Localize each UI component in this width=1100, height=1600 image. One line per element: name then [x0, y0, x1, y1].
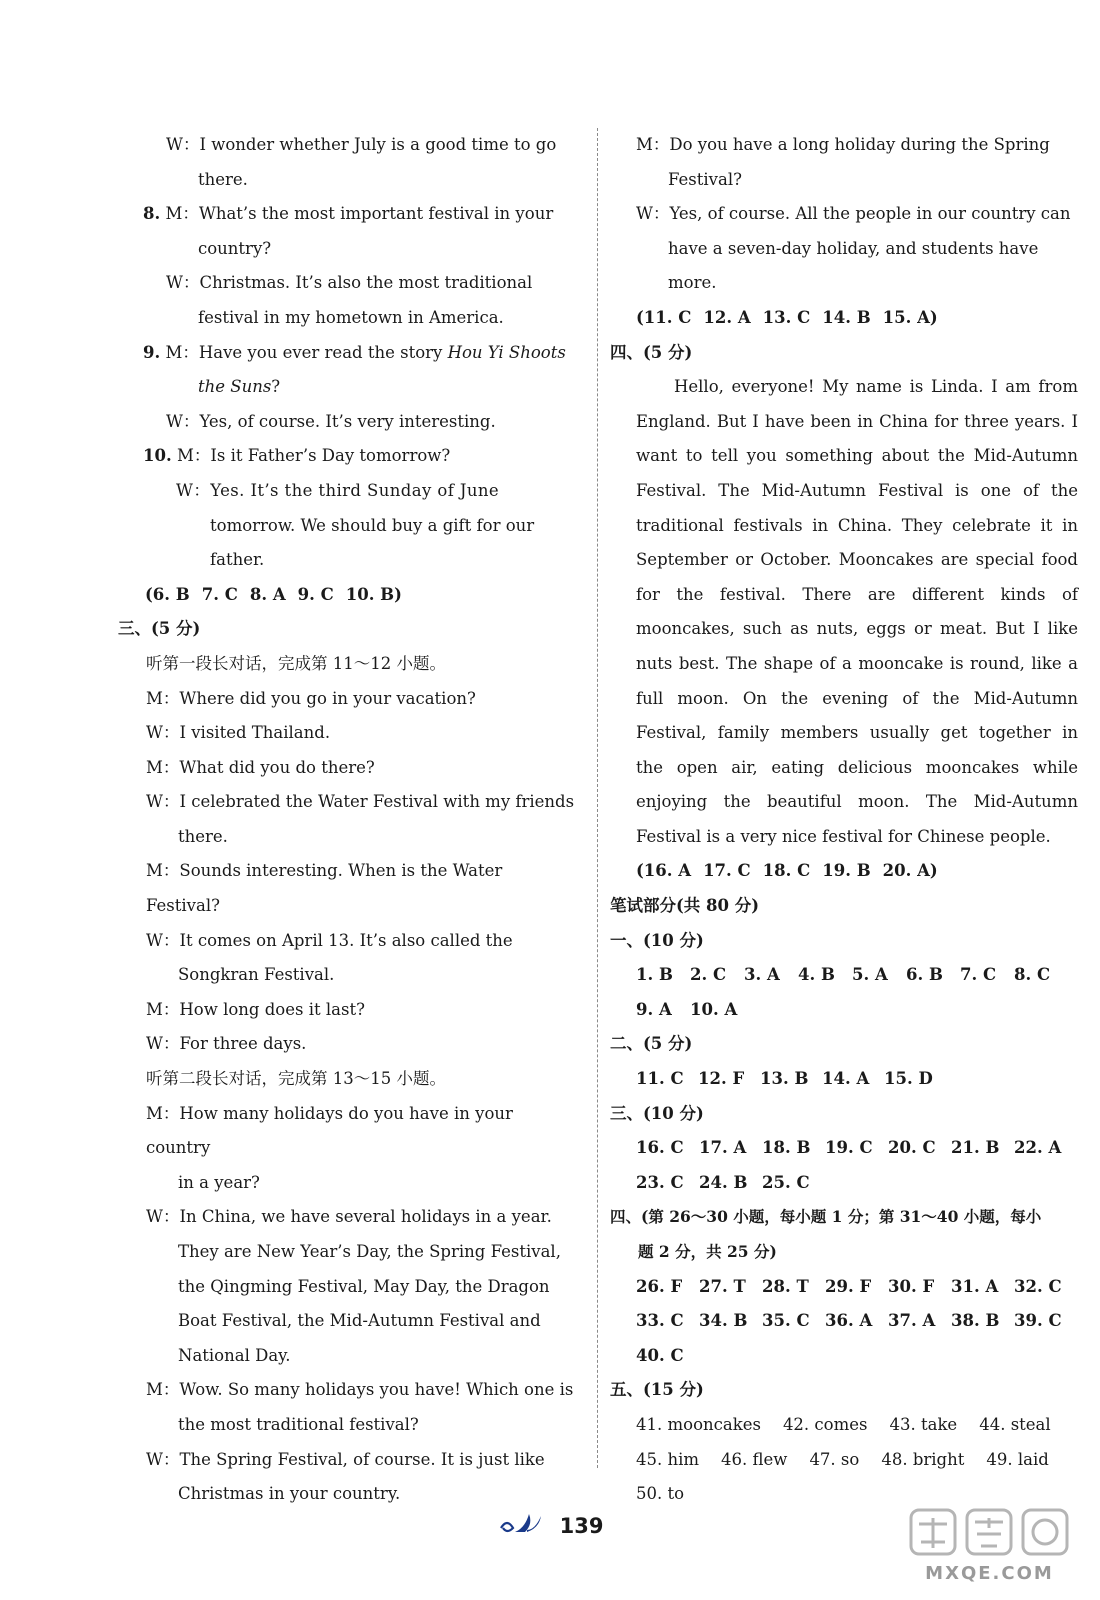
- answer-item: 30. F: [888, 1276, 935, 1296]
- passage-line: September or October. Mooncakes are special food: [636, 550, 1078, 570]
- answer-item: 13. C: [762, 307, 811, 327]
- written-3-row-2: [618, 1166, 1078, 1201]
- q9-story-title: Hou Yi Shoots: [447, 342, 566, 362]
- dialogue-line: M：How many holidays do you have in your country: [146, 1103, 513, 1158]
- answer-item: 29. F: [825, 1276, 872, 1296]
- passage-line: Hello, everyone! My name is Linda. I am from: [674, 377, 1078, 397]
- q10-woman-cont1: tomorrow. We should buy a gift for our: [210, 515, 535, 535]
- answer-item: 46. flew: [721, 1449, 788, 1469]
- q8-woman: W：Christmas. It’s also the most traditional: [166, 273, 533, 293]
- q8-man-text: M：What’s the most important festival in your: [165, 204, 554, 224]
- answer-item: (11. C: [636, 307, 692, 327]
- answer-item: 9. C: [297, 584, 334, 604]
- dialogue-1: [118, 682, 580, 1063]
- answer-item: 20. A): [882, 861, 938, 881]
- passage-line: enjoying the beautiful moon. The Mid-Autumn: [636, 792, 1078, 812]
- written-3-row-1: [618, 1131, 1078, 1166]
- answer-item: 17. A: [699, 1138, 747, 1158]
- q10-man-text: M：Is it Father’s Day tomorrow?: [176, 446, 451, 466]
- dialogue-line-cont: They are New Year’s Day, the Spring Festival,: [178, 1242, 561, 1261]
- answer-item: 24. B: [699, 1172, 748, 1192]
- left-column: [118, 128, 580, 1512]
- answer-item: 41. mooncakes: [636, 1414, 761, 1434]
- answer-item: 50. to: [636, 1484, 685, 1504]
- passage-line: Festival. The Mid-Autumn Festival is one of the: [636, 480, 1078, 500]
- passage-line: want to tell you something about the Mid-Autumn: [636, 446, 1078, 466]
- dialogue-2-intro: 听第二段长对话，完成第 13～15 小题。: [146, 1069, 446, 1089]
- written-4-row-1: [618, 1270, 1078, 1305]
- dialogue-line: M：Sounds interesting. When is the Water Festival?: [146, 861, 503, 916]
- answer-item: 32. C: [1014, 1276, 1062, 1296]
- dialogue-line: W：In China, we have several holidays in a year.: [146, 1207, 552, 1227]
- dialogue-line: M：Do you have a long holiday during the Spring: [636, 135, 1050, 154]
- written-part-title: 笔试部分(共 80 分): [610, 896, 760, 916]
- right-column: [610, 128, 1078, 1512]
- answer-item: 42. comes: [782, 1414, 868, 1434]
- answer-item: 19. B: [822, 861, 871, 881]
- dialogue-line: M：What did you do there?: [146, 757, 375, 777]
- dialogue-line-cont: National Day.: [178, 1345, 291, 1365]
- dialogue-line: W：It comes on April 13. It’s also called the: [146, 930, 513, 950]
- dialogue-2: [118, 1097, 580, 1512]
- written-1-row-2: [618, 993, 1078, 1028]
- section-3-title: 三、(5 分): [118, 619, 201, 639]
- answer-item: 26. F: [636, 1276, 683, 1296]
- dialogue-2-continued: [618, 128, 1078, 301]
- answer-item: 25. C: [762, 1172, 810, 1192]
- passage-line: mooncakes, such as nuts, eggs or meat. But I like: [636, 619, 1078, 639]
- answer-item: 14. A: [822, 1069, 870, 1089]
- answers-16-20: [618, 854, 1078, 889]
- q8-man-cont: country?: [198, 238, 272, 258]
- answers-6-10: [118, 578, 580, 613]
- q9-man-cont: [118, 370, 580, 405]
- dialogue-line-cont: Festival?: [668, 169, 742, 189]
- written-section-5-title: 五、(15 分): [610, 1380, 704, 1400]
- answer-item: 12. F: [698, 1069, 745, 1089]
- answer-item: 8. C: [1014, 965, 1051, 985]
- q8-woman-cont: festival in my hometown in America.: [198, 307, 504, 327]
- q10-woman-cont2: father.: [210, 550, 265, 570]
- q9-question-mark: ?: [271, 377, 281, 397]
- answer-item: 10. B): [345, 584, 402, 604]
- watermark-text: MXQE.COM: [925, 1563, 1054, 1584]
- answer-item: 20. C: [888, 1138, 936, 1158]
- q7-woman-line-cont: there.: [198, 169, 248, 189]
- answer-item: 15. D: [884, 1069, 933, 1089]
- q9-man-text: M：Have you ever read the story: [165, 342, 448, 362]
- answer-item: 19. C: [825, 1138, 873, 1158]
- written-section-4-title-cont: 题 2 分，共 25 分): [638, 1242, 777, 1261]
- answer-item: 4. B: [798, 965, 835, 985]
- answer-item: 7. C: [960, 965, 997, 985]
- passage-line: the open air, eating delicious mooncakes while: [636, 757, 1078, 777]
- answer-item: 13. B: [760, 1069, 809, 1089]
- dialogue-line-cont: Boat Festival, the Mid-Autumn Festival and: [178, 1311, 541, 1331]
- dialogue-line: W：For three days.: [146, 1034, 307, 1054]
- answer-item: 45. him: [636, 1449, 700, 1469]
- dialogue-line: M：Wow. So many holidays you have! Which one is: [146, 1380, 574, 1400]
- written-5-row-1: [618, 1408, 1078, 1443]
- dialogue-line: W：The Spring Festival, of course. It is just like: [146, 1449, 545, 1469]
- answer-item: 49. laid: [986, 1449, 1049, 1469]
- q8-man: [118, 197, 580, 232]
- answer-item: 31. A: [951, 1276, 999, 1296]
- written-section-3-title: 三、(10 分): [610, 1103, 704, 1123]
- answer-item: 10. A: [690, 999, 738, 1019]
- dialogue-line-cont: Songkran Festival.: [178, 965, 335, 985]
- written-section-4-title: 四、(第 26～30 小题，每小题 1 分；第 31～40 小题，每小: [610, 1207, 1042, 1227]
- watermark: [907, 1504, 1072, 1584]
- passage-line: nuts best. The shape of a mooncake is round, like a: [636, 653, 1078, 673]
- dialogue-line-cont: the Qingming Festival, May Day, the Dragon: [178, 1276, 550, 1296]
- q9-number: 9.: [143, 342, 161, 362]
- answer-item: 17. C: [703, 861, 751, 881]
- answer-item: 16. C: [636, 1138, 684, 1158]
- passage-line: Festival is a very nice festival for Chinese people.: [636, 826, 1051, 846]
- answer-item: 6. B: [906, 965, 943, 985]
- answer-item: 23. C: [636, 1172, 684, 1192]
- answer-item: 8. A: [249, 584, 286, 604]
- answer-item: 22. A: [1014, 1138, 1062, 1158]
- q8-number: 8.: [143, 204, 161, 224]
- answer-item: 44. steal: [979, 1414, 1051, 1434]
- answer-item: 18. C: [762, 861, 811, 881]
- answer-item: 21. B: [951, 1138, 1000, 1158]
- q9-man: [118, 336, 580, 371]
- passage-line: full moon. On the evening of the Mid-Autumn: [636, 688, 1078, 708]
- answer-item: 47. so: [809, 1449, 860, 1469]
- passage-line: England. But I have been in China for three years. I: [636, 411, 1078, 431]
- answer-item: (16. A: [636, 861, 692, 881]
- answer-item: 5. A: [852, 965, 888, 985]
- written-4-row-2: [618, 1304, 1078, 1339]
- answer-item: 12. A: [703, 307, 751, 327]
- dialogue-line-cont: in a year?: [178, 1172, 260, 1192]
- dialogue-line: M：Where did you go in your vacation?: [146, 688, 476, 708]
- listening-passage: [618, 370, 1078, 854]
- answer-item: 37. A: [888, 1311, 936, 1331]
- answer-item: 38. B: [951, 1311, 1000, 1331]
- answer-item: 39. C: [1014, 1311, 1062, 1331]
- answer-item: 34. B: [699, 1311, 748, 1331]
- answer-item: 36. A: [825, 1311, 873, 1331]
- q9-story-title-cont: the Suns: [198, 377, 272, 397]
- q7-woman-line: W：I wonder whether July is a good time to go: [166, 135, 557, 154]
- answer-item: 9. A: [636, 999, 672, 1019]
- dialogue-line-cont: have a seven-day holiday, and students have more.: [668, 238, 1039, 293]
- dialogue-line: W：I visited Thailand.: [146, 723, 331, 743]
- answer-item: 11. C: [636, 1069, 684, 1089]
- answer-item: 1. B: [636, 965, 673, 985]
- q10-number: 10.: [143, 446, 172, 466]
- watermark-logo-icon: [907, 1504, 1072, 1560]
- column-divider: [597, 128, 598, 1468]
- answer-item: 15. A): [882, 307, 938, 327]
- answer-item: 18. B: [762, 1138, 811, 1158]
- dialogue-line: M：How long does it last?: [146, 999, 365, 1019]
- q10-woman: W：Yes. It’s the third Sunday of June: [176, 480, 500, 500]
- answer-item: 33. C: [636, 1311, 684, 1331]
- answer-item: 7. C: [201, 584, 238, 604]
- written-section-2-title: 二、(5 分): [610, 1034, 693, 1054]
- dialogue-line-cont: there.: [178, 826, 228, 846]
- dialogue-line: W：Yes, of course. All the people in our country can: [636, 204, 1071, 224]
- answer-item: 43. take: [889, 1414, 958, 1434]
- section-4-title: 四、(5 分): [610, 342, 693, 362]
- swirl-logo-icon: [497, 1510, 545, 1542]
- answer-item: 14. B: [822, 307, 871, 327]
- answer-item: 48. bright: [881, 1449, 965, 1469]
- answer-item: 35. C: [762, 1311, 810, 1331]
- answer-item: 27. T: [699, 1276, 746, 1296]
- written-2-row-1: [618, 1062, 1078, 1097]
- answer-item: 28. T: [762, 1276, 809, 1296]
- page-number: 139: [559, 1514, 604, 1538]
- dialogue-1-intro: 听第一段长对话，完成第 11～12 小题。: [146, 653, 446, 673]
- q10-man: [118, 439, 580, 474]
- answer-item: 40. C: [636, 1345, 684, 1365]
- answer-item: 3. A: [744, 965, 780, 985]
- written-5-row-2: [618, 1443, 1078, 1478]
- dialogue-line-cont: Christmas in your country.: [178, 1484, 401, 1504]
- q9-woman: W：Yes, of course. It’s very interesting.: [166, 411, 496, 431]
- dialogue-line: W：I celebrated the Water Festival with my friends: [146, 792, 575, 812]
- written-4-row-3: [618, 1339, 1078, 1374]
- answer-item: (6. B: [145, 584, 190, 604]
- passage-line: Festival, family members usually get together in: [636, 723, 1078, 743]
- answers-11-15: [618, 301, 1078, 336]
- written-1-row-1: [618, 958, 1078, 993]
- dialogue-line-cont: the most traditional festival?: [178, 1414, 419, 1434]
- answer-item: 2. C: [690, 965, 727, 985]
- passage-line: traditional festivals in China. They celebrate it in: [636, 515, 1078, 535]
- written-section-1-title: 一、(10 分): [610, 930, 704, 950]
- passage-line: for the festival. There are different kinds of: [636, 584, 1078, 604]
